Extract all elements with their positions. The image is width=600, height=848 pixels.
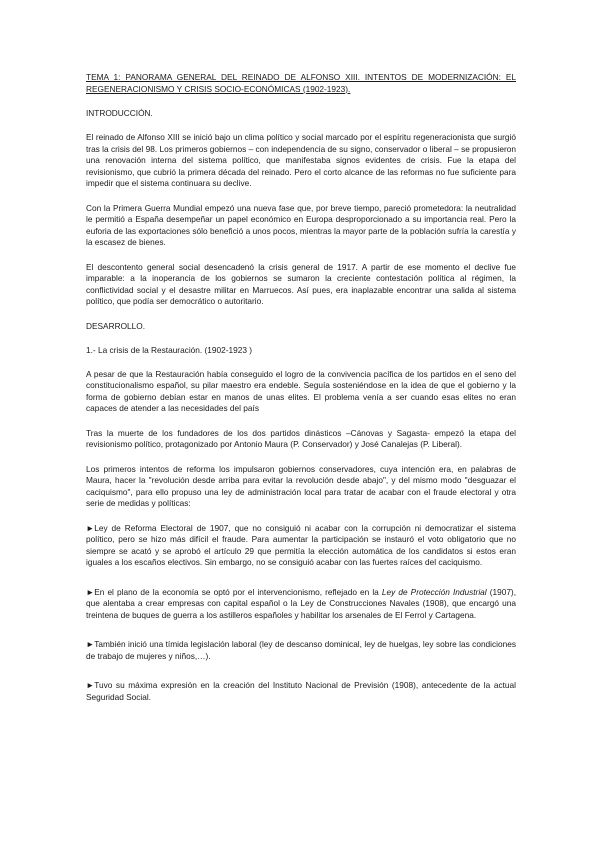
economy-text-after: (1907), que alentaba a crear empresas con capital español o la Ley de Construcciones Navales (1908), que encargó una treintena de buques de guerra a los astilleros españoles y habilitar los arsenales de El Ferrol y Cartagena. bbox=[86, 586, 516, 620]
section-1-paragraph-3: Los primeros intentos de reforma los impulsaron gobiernos conservadores, cuya intención era, en palabras de Maura, hacer la "revolución desde arriba para evitar la revolución desde abajo", y del mismo modo "desguazar el caciquismo", para ello propuso una ley de administración local para tratar de acabar con el fraude electoral y otra serie de medidas y políticas: bbox=[86, 463, 516, 508]
section-1-paragraph-1: A pesar de que la Restauración había conseguido el logro de la convivencia pacífica de los partidos en el seno del constitucionalismo español, su pilar maestro era endeble. Seguía sosteniéndose en la idea de que el gobierno y la forma de gobierno debían estar en manos de unas elites. El problema venía a ser cuando esas elites no eran capaces de atender a las necesidades del país bbox=[86, 368, 516, 413]
section-1-heading: 1.- La crisis de la Restauración. (1902-1923 ) bbox=[86, 344, 253, 355]
intro-paragraph-3: El descontento general social desencadenó la crisis general de 1917. A partir de ese momento el declive fue imparable: a la inoperancia de los gobiernos se sumaron la creciente contestación política al régimen, la conflictividad social y el desastre militar en Marruecos. Así pues, era inaplazable encontrar una salida al sistema político, que podía ser democrático o autoritario. bbox=[86, 261, 516, 306]
economy-paragraph bbox=[86, 587, 516, 622]
electoral-reform-paragraph: ►Ley de Reforma Electoral de 1907, que no consiguió ni acabar con la corrupción ni democratizar el sistema político, pero se hizo más difícil el fraude. Para aumentar la participación se instauró el voto obligatorio que no siempre se acató y se aprobó el artículo 29 que permitía la elección automática de los candidatos si estos eran iguales a los escaños electivos. Sin embargo, no se consiguió acabar con las fuertes raíces del caciquismo. bbox=[86, 522, 516, 567]
intro-paragraph-2: Con la Primera Guerra Mundial empezó una nueva fase que, por breve tiempo, pareció prometedora: la neutralidad le permitió a España desempeñar un papel económico en Europa desproporcionado a su importancia real. Pero la euforia de las exportaciones sólo benefició a unos pocos, mientras la mayor parte de la población sufría la carestía y la escasez de bienes. bbox=[86, 202, 516, 247]
labor-legislation-paragraph: ►También inició una tímida legislación laboral (ley de descanso dominical, ley de huelgas, ley sobre las condiciones de trabajo de mujeres y niños,…). bbox=[86, 639, 516, 661]
document-title: TEMA 1: PANORAMA GENERAL DEL REINADO DE ALFONSO XIII. INTENTOS DE MODERNIZACIÓN: EL REGENERACIONISMO Y CRISIS SOCIO-ECONÓMICAS (1902-1923). bbox=[86, 72, 516, 94]
section-1-paragraph-2: Tras la muerte de los fundadores de los dos partidos dinásticos –Cánovas y Sagasta- empezó la etapa del revisionismo político, protagonizado por Antonio Maura (P. Conservador) y José Canalejas (P. Liberal). bbox=[86, 427, 516, 449]
document-page bbox=[86, 72, 516, 716]
social-security-paragraph: ►Tuvo su máxima expresión en la creación del Instituto Nacional de Previsión (1908), antecedente de la actual Seguridad Social. bbox=[86, 680, 516, 702]
intro-heading: INTRODUCCIÓN. bbox=[86, 108, 153, 118]
development-heading: DESARROLLO. bbox=[86, 320, 146, 331]
law-title-italic: Ley de Protección Industrial bbox=[381, 586, 487, 597]
economy-text-before: ►En el plano de la economía se optó por el intervencionismo, reflejado en la bbox=[86, 586, 382, 597]
intro-paragraph-1: El reinado de Alfonso XIII se inició bajo un clima político y social marcado por el espíritu regeneracionista que surgió tras la crisis del 98. Los primeros gobiernos – con independencia de su signo, conservador o liberal – se propusieron una renovación interna del sistema político, que manifestaba signos evidentes de crisis. Fue la etapa del revisionismo, que cubrió la primera década del reinado. Pero el corto alcance de las reformas no fue suficiente para impedir que el sistema continuara su declive. bbox=[86, 132, 516, 188]
